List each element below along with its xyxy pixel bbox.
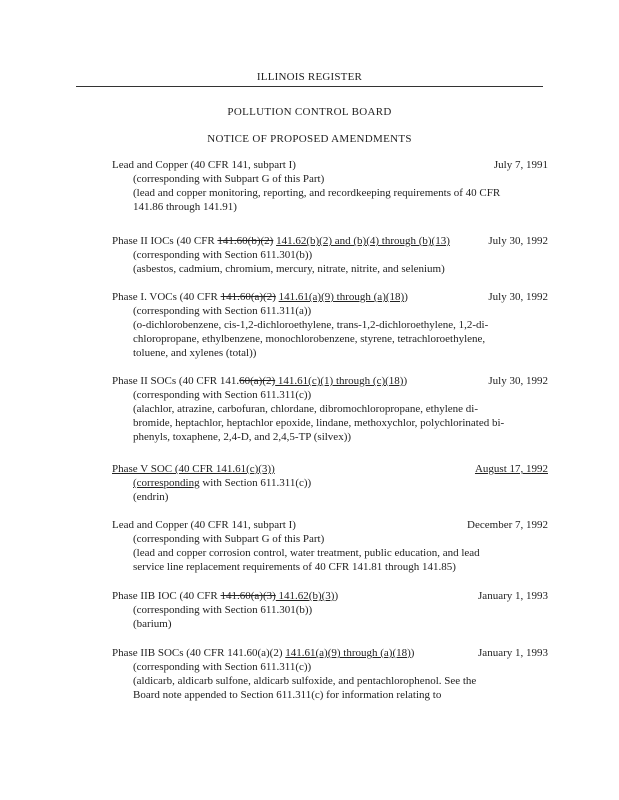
entry-date: January 1, 1993 <box>478 647 548 659</box>
text-segment: 141.61(c)(1) through (c)(18) <box>275 375 404 387</box>
description-line: bromide, heptachlor, heptachlor epoxide, lindane, methoxychlor, polychlorinated bi- <box>133 417 505 429</box>
description-line <box>133 476 548 490</box>
text-segment: Lead and Copper (40 CFR 141, subpart I) <box>112 159 296 171</box>
text-segment: Phase I. VOCs (40 CFR <box>112 291 221 303</box>
description-line: service line replacement requirements of 40 CFR 141.81 through 141.85) <box>133 561 456 573</box>
text-segment: Phase IIB SOCs (40 CFR 141.60(a)(2) <box>112 647 286 659</box>
register-title: ILLINOIS REGISTER <box>256 71 363 83</box>
text-segment: ) <box>403 375 408 387</box>
rule-entry <box>112 462 548 504</box>
text-segment: ) <box>334 590 339 602</box>
text-segment: ) <box>410 647 415 659</box>
entry-title <box>112 291 408 303</box>
text-segment: (endrin) <box>133 491 169 503</box>
rule-entry <box>112 290 548 360</box>
rule-entry <box>112 234 548 276</box>
entry-description <box>112 388 548 444</box>
text-segment: (corresponding <box>133 477 200 489</box>
entry-title <box>112 159 296 171</box>
description-line: phenyls, toxaphene, 2,4-D, and 2,4,5-TP (silvex)) <box>133 431 352 443</box>
description-line: toluene, and xylenes (total)) <box>133 347 257 359</box>
description-line: (barium) <box>133 618 172 630</box>
description-line: (lead and copper monitoring, reporting, and recordkeeping requirements of 40 CFR <box>133 187 501 199</box>
header-rule <box>76 86 543 87</box>
entry-description <box>112 660 548 702</box>
entry-heading <box>112 462 548 476</box>
description-line: (alachlor, atrazine, carbofuran, chlordane, dibromochloropropane, ethylene di- <box>133 403 478 415</box>
entry-description <box>112 476 548 504</box>
description-line: (corresponding with Subpart G of this Part) <box>133 173 325 185</box>
rule-entry <box>112 589 548 631</box>
description-line: (aldicarb, aldicarb sulfone, aldicarb sulfoxide, and pentachlorophenol. See the <box>133 675 477 687</box>
entry-date: January 1, 1993 <box>478 590 548 602</box>
description-line: (corresponding with Subpart G of this Part) <box>133 533 325 545</box>
text-segment: 60(a)(2) <box>239 375 276 387</box>
entry-heading <box>112 158 548 172</box>
text-segment: 141.61(a)(9) through (a)(18) <box>285 647 411 659</box>
text-segment: with Section 611.311(c)) <box>199 477 312 489</box>
text-segment: Lead and Copper (40 CFR 141, subpart I) <box>112 519 296 531</box>
entry-date: July 7, 1991 <box>493 159 548 171</box>
entry-title <box>112 519 296 531</box>
text-segment: 141.60(a)(2) <box>220 291 276 303</box>
entry-description <box>112 248 548 276</box>
text-segment: Phase II SOCs (40 CFR 141. <box>112 375 240 387</box>
text-segment: 141.60(a)(3) <box>220 590 276 602</box>
description-line: (corresponding with Section 611.301(b)) <box>133 604 313 616</box>
text-segment: 141.61(a)(9) through (a)(18) <box>278 291 405 303</box>
rule-entry <box>112 374 548 444</box>
entry-heading <box>112 518 548 532</box>
description-line: (asbestos, cadmium, chromium, mercury, nitrate, nitrite, and selenium) <box>133 263 445 275</box>
description-line: (corresponding with Section 611.311(c)) <box>133 661 312 673</box>
entry-title <box>112 590 338 602</box>
entry-description <box>112 532 548 574</box>
entry-date: July 30, 1992 <box>488 235 548 247</box>
text-segment: 141.62(b)(3) <box>275 590 335 602</box>
rule-entry <box>112 518 548 574</box>
text-segment: Phase V SOC (40 CFR 141.61(c)(3)) <box>112 463 275 475</box>
text-segment: 141.62(b)(2) and (b)(4) through (b)(13) <box>276 235 450 247</box>
entry-date: December 7, 1992 <box>467 519 548 531</box>
entry-heading <box>112 374 548 388</box>
rule-entry <box>112 646 548 702</box>
notice-title: NOTICE OF PROPOSED AMENDMENTS <box>207 133 412 145</box>
description-line: (lead and copper corrosion control, water treatment, public education, and lead <box>133 547 480 559</box>
entry-description <box>112 304 548 360</box>
description-line: chloropropane, ethylbenzene, monochlorobenzene, styrene, tetrachloroethylene, <box>133 333 486 345</box>
entry-heading <box>112 234 548 248</box>
entry-title <box>112 463 275 475</box>
entry-date: July 30, 1992 <box>488 375 548 387</box>
text-segment: Phase IIB IOC (40 CFR <box>112 590 221 602</box>
entry-description <box>112 172 548 214</box>
rule-entry <box>112 158 548 214</box>
description-line: (corresponding with Section 611.311(a)) <box>133 305 312 317</box>
entry-heading <box>112 290 548 304</box>
description-line: (corresponding with Section 611.311(c)) <box>133 389 312 401</box>
text-segment: Phase II IOCs (40 CFR <box>112 235 218 247</box>
description-line: (corresponding with Section 611.301(b)) <box>133 249 313 261</box>
text-segment: ) <box>404 291 408 303</box>
entry-heading <box>112 646 548 660</box>
entry-title <box>112 375 407 387</box>
description-line: (o-dichlorobenzene, cis-1,2-dichloroethylene, trans-1,2-dichloroethylene, 1,2-di- <box>133 319 489 331</box>
entry-title <box>112 235 450 247</box>
description-line: 141.86 through 141.91) <box>133 201 237 213</box>
entry-description <box>112 603 548 631</box>
description-line <box>133 490 548 504</box>
text-segment: 141.60(b)(2) <box>217 235 274 247</box>
board-name: POLLUTION CONTROL BOARD <box>227 106 392 118</box>
description-line: Board note appended to Section 611.311(c) for information relating to <box>133 689 442 701</box>
entry-heading <box>112 589 548 603</box>
entry-date: August 17, 1992 <box>474 463 548 475</box>
entry-date: July 30, 1992 <box>488 291 548 303</box>
entry-title <box>112 647 414 659</box>
